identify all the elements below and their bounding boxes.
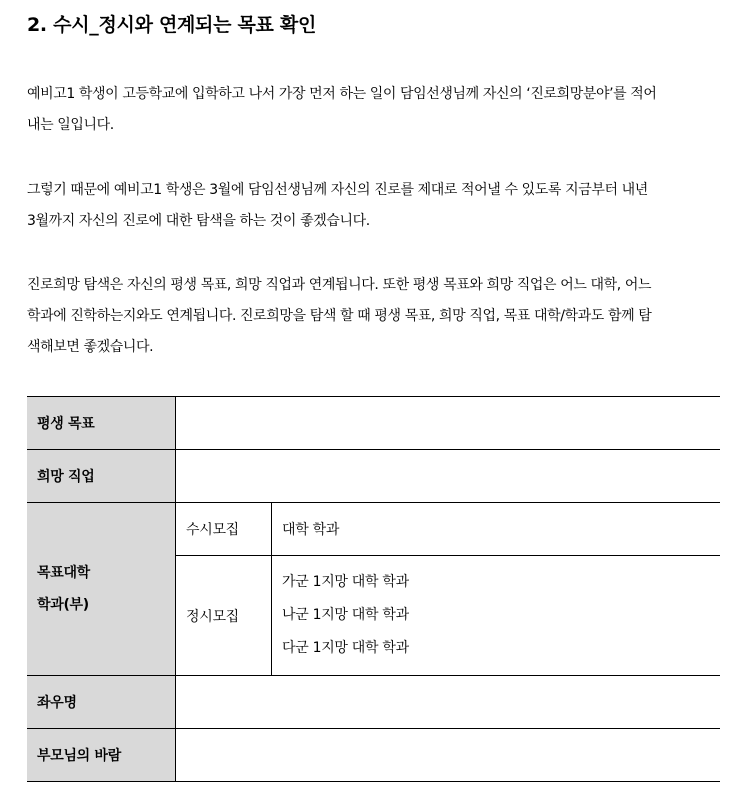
career-exploration-paragraph — [27, 270, 720, 363]
table-row — [27, 676, 720, 729]
paragraph-line: 그렇기 때문에 예비고1 학생은 3월에 담임선생님께 자신의 진로를 제대로 적어낼 수 있도록 지금부터 내년 — [27, 182, 648, 198]
motto-label: 좌우명 — [27, 676, 176, 729]
paragraph-line: 진로희망 탐색은 자신의 평생 목표, 희망 직업과 연계됩니다. 또한 평생 목표와 희망 직업은 어느 대학, 어느 — [27, 277, 652, 293]
paragraph-line: 예비고1 학생이 고등학교에 입학하고 나서 가장 먼저 하는 일이 담임선생님께 자신의 ‘진로희망분야’를 적어 — [27, 86, 657, 102]
march-advice-paragraph — [27, 175, 720, 237]
job-cell[interactable] — [176, 450, 721, 503]
parents-wish-label: 부모님의 바람 — [27, 729, 176, 782]
jeongsi-preference-da: 다군 1지망 대학 학과 — [282, 640, 409, 656]
jeongsi-label: 정시모집 — [176, 556, 272, 676]
intro-paragraph — [27, 79, 720, 141]
life-goal-label: 평생 목표 — [27, 397, 176, 450]
table-row — [27, 503, 720, 556]
paragraph-line: 색해보면 좋겠습니다. — [27, 339, 154, 355]
life-goal-cell[interactable] — [176, 397, 721, 450]
paragraph-line: 내는 일입니다. — [27, 117, 114, 133]
paragraph-line: 학과에 진학하는지와도 연계됩니다. 진로희망을 탐색 할 때 평생 목표, 희망 직업, 목표 대학/학과도 함께 탐 — [27, 308, 652, 324]
parents-wish-cell[interactable] — [176, 729, 721, 782]
goal-table — [27, 396, 720, 782]
label-line: 학과(부) — [37, 597, 89, 613]
table-row — [27, 450, 720, 503]
jeongsi-preference-na: 나군 1지망 대학 학과 — [282, 607, 409, 623]
label-line: 목표대학 — [37, 565, 90, 581]
jeongsi-preference-ga: 가군 1지망 대학 학과 — [282, 574, 409, 590]
paragraph-line: 3월까지 자신의 진로에 대한 탐색을 하는 것이 좋겠습니다. — [27, 213, 370, 229]
target-university-label — [27, 503, 176, 676]
jeongsi-cell[interactable] — [272, 556, 721, 676]
susi-cell[interactable]: 대학 학과 — [272, 503, 721, 556]
section-title: 2. 수시_정시와 연계되는 목표 확인 — [27, 14, 316, 36]
susi-label: 수시모집 — [176, 503, 272, 556]
table-row — [27, 729, 720, 782]
table-row — [27, 397, 720, 450]
job-label: 희망 직업 — [27, 450, 176, 503]
motto-cell[interactable] — [176, 676, 721, 729]
